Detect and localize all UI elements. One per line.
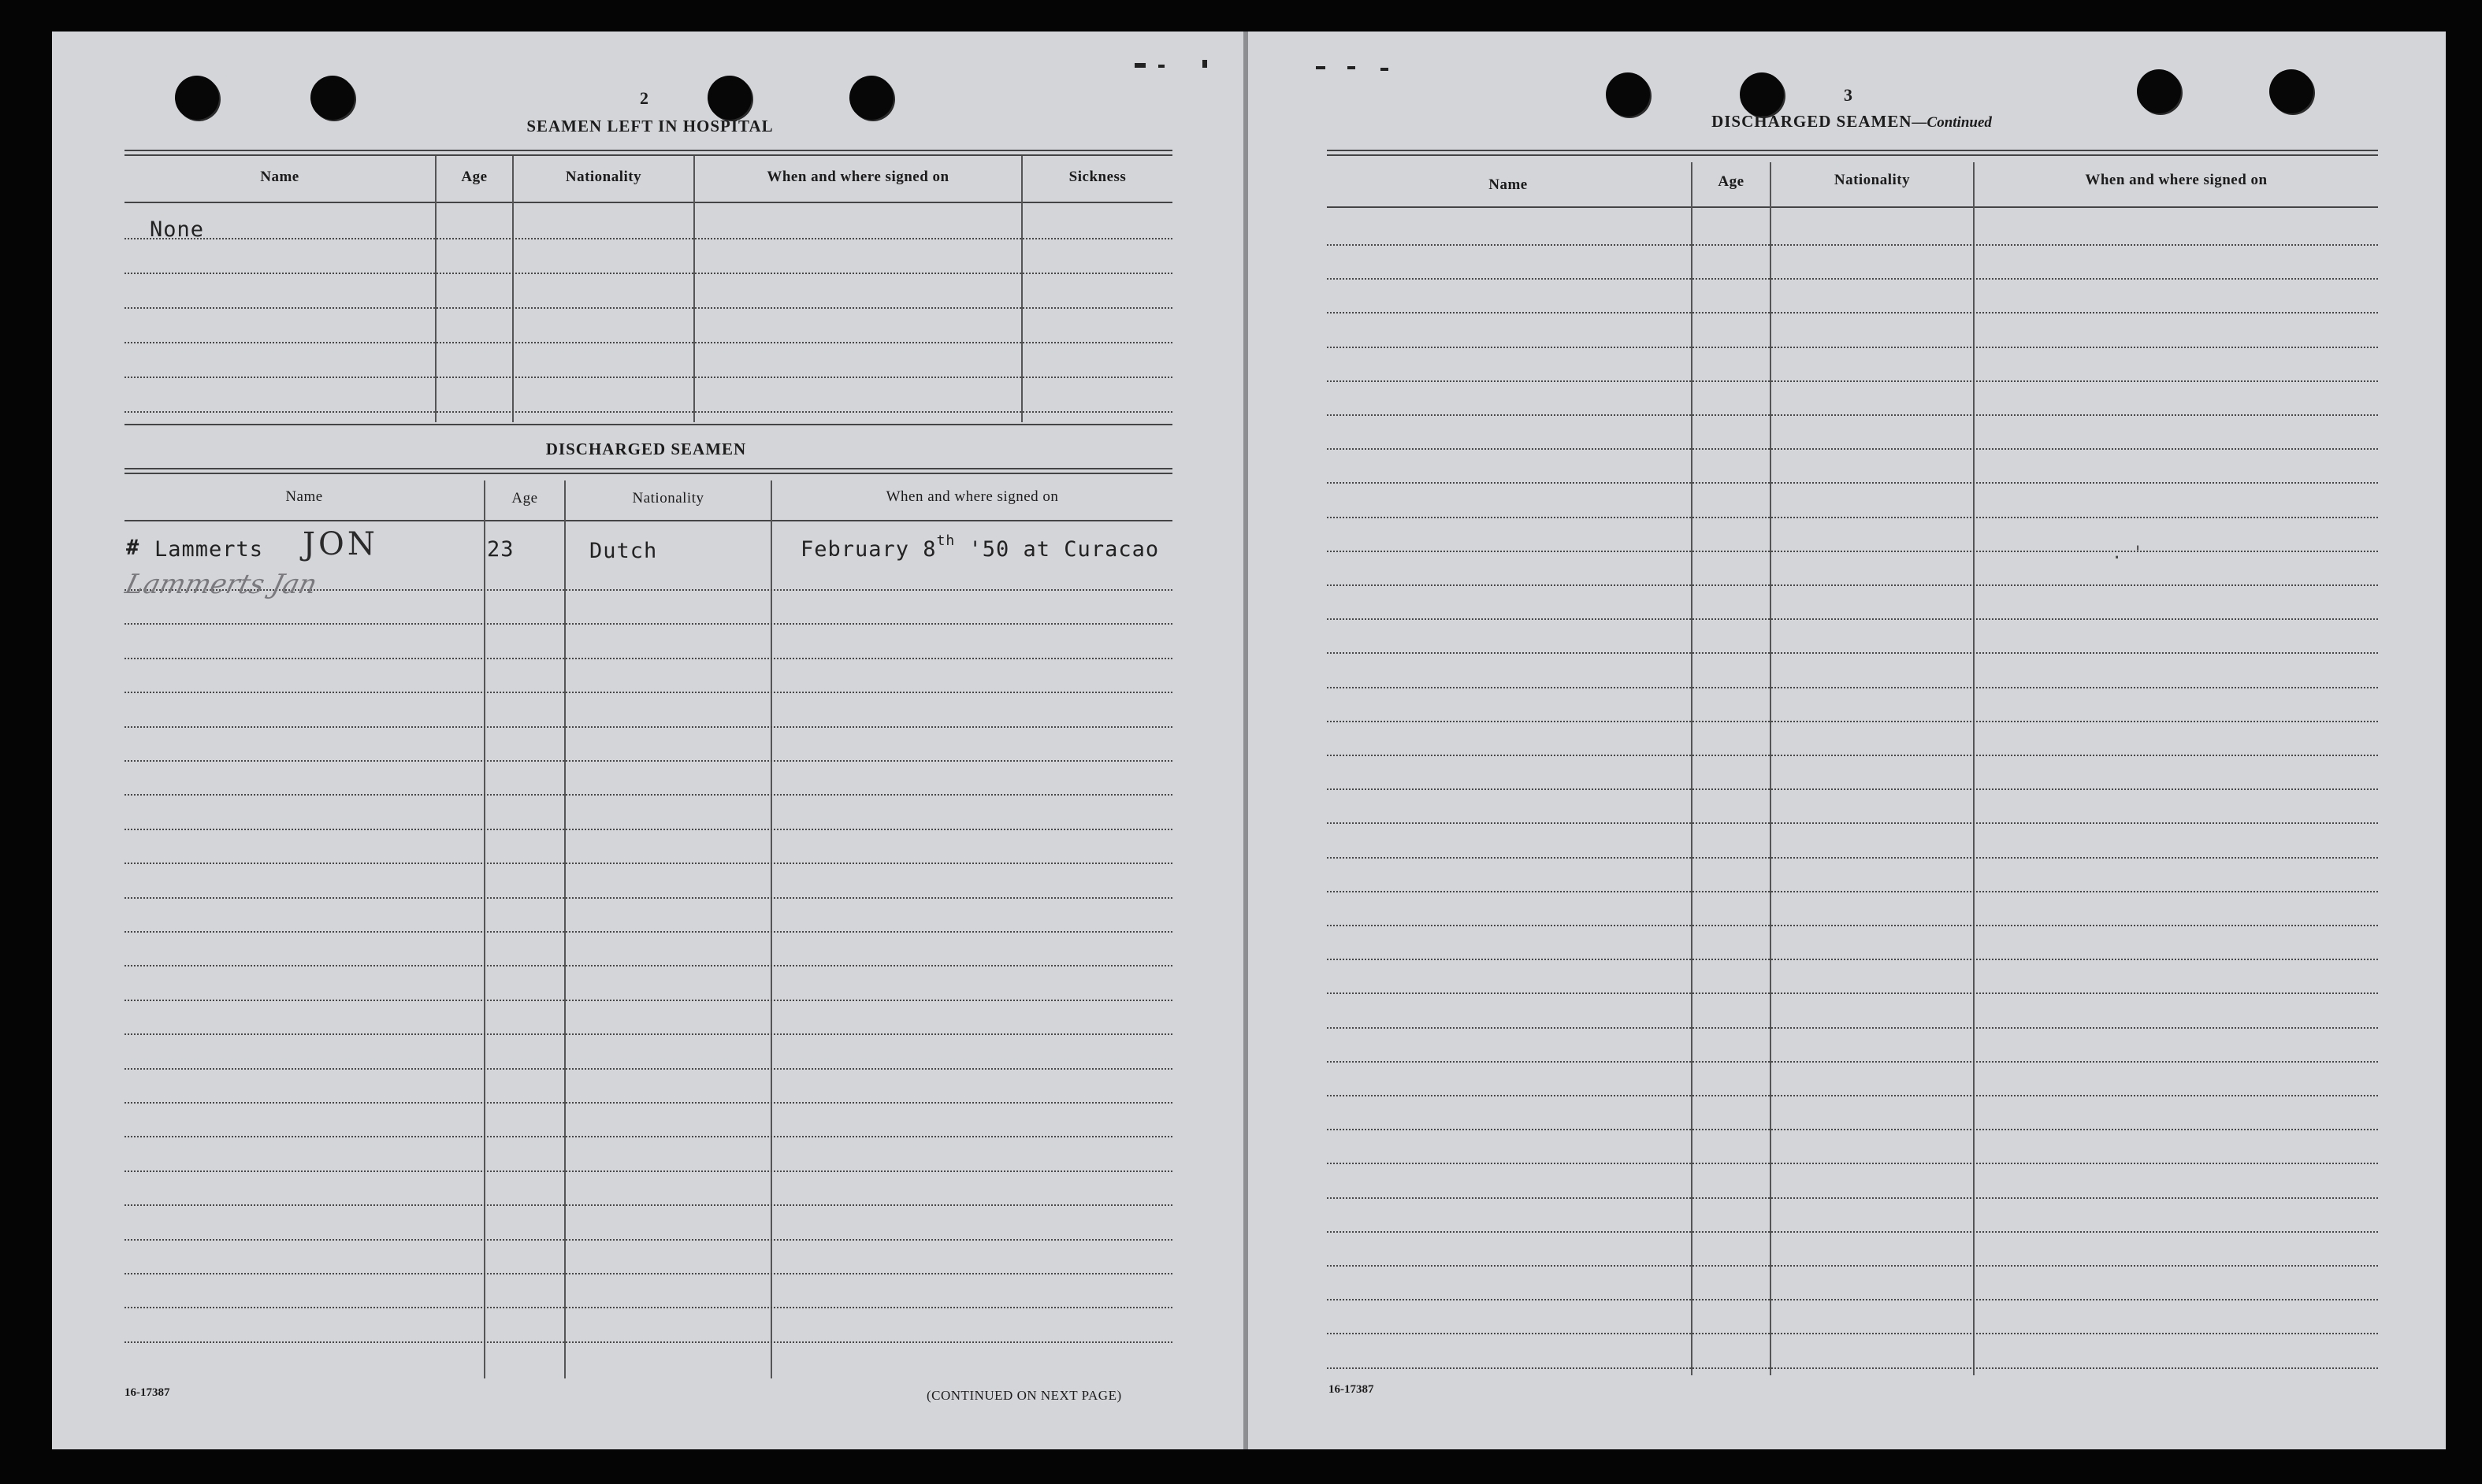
- row-rule: [1327, 1095, 2378, 1096]
- continued-suffix: —Continued: [1912, 114, 1992, 131]
- row-rule: [124, 342, 1172, 343]
- rule: [124, 473, 1172, 474]
- row-rule: [124, 411, 1172, 413]
- row-rule: [124, 1102, 1172, 1104]
- row-rule: [124, 307, 1172, 309]
- ink-smudge: . ': [2112, 544, 2143, 563]
- column-divider: [1973, 162, 1975, 1375]
- column-divider: [771, 480, 772, 1378]
- row-rule: [124, 1033, 1172, 1035]
- row-rule: [1327, 788, 2378, 790]
- row-rule: [124, 965, 1172, 966]
- rule: [124, 468, 1172, 469]
- rule: [1327, 150, 2378, 151]
- rule: [124, 150, 1172, 151]
- punch-hole: [708, 76, 752, 120]
- column-divider: [1770, 162, 1771, 1375]
- row-rule: [1327, 1061, 2378, 1063]
- row-rule: [124, 794, 1172, 796]
- row-rule: [124, 760, 1172, 762]
- col-header-nationality: Nationality: [1834, 172, 1911, 188]
- row-rule: [1327, 1299, 2378, 1300]
- row-rule: [1327, 1333, 2378, 1334]
- stray-mark: [1202, 60, 1207, 68]
- column-divider: [435, 156, 437, 422]
- entry-signed-on-rest: '50 at Curacao: [968, 537, 1160, 562]
- row-rule: [1327, 1163, 2378, 1164]
- entry-nationality: Dutch: [589, 539, 658, 563]
- column-divider: [1691, 162, 1692, 1375]
- col-header-age: Age: [461, 169, 488, 185]
- form-number: 16-17387: [1328, 1383, 1374, 1396]
- col-header-name: Name: [260, 169, 299, 185]
- page-number: 2: [640, 88, 648, 108]
- row-rule: [1327, 551, 2378, 552]
- col-header-sickness: Sickness: [1068, 169, 1127, 185]
- row-rule: [124, 897, 1172, 899]
- punch-hole: [175, 76, 219, 120]
- entry-mark: #: [126, 536, 140, 560]
- row-rule: [1327, 1197, 2378, 1199]
- punch-hole: [2137, 69, 2181, 113]
- row-rule: [1327, 347, 2378, 348]
- page-number: 3: [1844, 85, 1852, 105]
- stray-mark: [1316, 66, 1325, 69]
- row-rule: [1327, 652, 2378, 654]
- continued-note: (CONTINUED ON NEXT PAGE): [927, 1388, 1122, 1403]
- column-divider: [1021, 156, 1023, 422]
- row-rule: [1327, 959, 2378, 960]
- row-rule: [1327, 687, 2378, 688]
- punch-hole: [2269, 69, 2313, 113]
- punch-hole: [1606, 72, 1650, 117]
- row-rule: [1327, 312, 2378, 313]
- row-rule: [124, 829, 1172, 830]
- row-rule: [124, 1171, 1172, 1172]
- row-rule: [1327, 448, 2378, 450]
- stray-mark: [1380, 68, 1388, 71]
- col-header-signed-on: When and where signed on: [767, 169, 949, 185]
- hospital-entry: None: [150, 217, 205, 242]
- rule: [124, 424, 1172, 425]
- row-rule: [124, 1341, 1172, 1343]
- col-header-signed-on: When and where signed on: [2085, 172, 2268, 188]
- row-rule: [124, 1000, 1172, 1001]
- row-rule: [124, 1273, 1172, 1274]
- row-rule: [1327, 721, 2378, 722]
- row-rule: [1327, 891, 2378, 892]
- row-rule: [1327, 244, 2378, 246]
- row-rule: [1327, 380, 2378, 382]
- row-rule: [1327, 1129, 2378, 1130]
- row-rule: [124, 931, 1172, 933]
- row-rule: [1327, 1231, 2378, 1233]
- col-header-age: Age: [1718, 173, 1744, 190]
- row-rule: [124, 658, 1172, 659]
- punch-hole: [310, 76, 355, 120]
- row-rule: [1327, 1027, 2378, 1029]
- discharged-continued-title: [1686, 112, 2017, 132]
- rule: [1327, 154, 2378, 156]
- row-rule: [124, 863, 1172, 864]
- row-rule: [1327, 618, 2378, 620]
- row-rule: [1327, 1265, 2378, 1267]
- row-rule: [1327, 482, 2378, 484]
- col-header-name: Name: [285, 488, 323, 505]
- header-rule: [124, 202, 1172, 203]
- row-rule: [124, 1068, 1172, 1070]
- page-fold: [1243, 32, 1248, 1449]
- entry-signature: Lammerts Jan: [122, 569, 321, 600]
- row-rule: [1327, 1367, 2378, 1369]
- row-rule: [124, 273, 1172, 274]
- col-header-signed-on: When and where signed on: [886, 488, 1059, 505]
- entry-signed-on-date: February 8: [801, 537, 937, 562]
- row-rule: [1327, 755, 2378, 756]
- column-divider: [693, 156, 695, 422]
- col-header-name: Name: [1488, 176, 1528, 193]
- row-rule: [1327, 857, 2378, 859]
- form-number: 16-17387: [124, 1386, 170, 1399]
- row-rule: [124, 692, 1172, 693]
- row-rule: [124, 1136, 1172, 1137]
- row-rule: [124, 623, 1172, 625]
- column-divider: [484, 480, 485, 1378]
- hospital-section-title: SEAMEN LEFT IN HOSPITAL: [526, 117, 774, 135]
- discharged-section-title: DISCHARGED SEAMEN: [545, 440, 747, 458]
- col-header-nationality: Nationality: [565, 169, 642, 185]
- entry-name: Lammerts: [154, 537, 264, 562]
- entry-signed-on-sup: th: [936, 532, 956, 549]
- row-rule: [124, 1239, 1172, 1241]
- row-rule: [1327, 414, 2378, 416]
- entry-handwritten-first-name: JON: [303, 526, 378, 562]
- header-rule: [1327, 206, 2378, 208]
- row-rule: [1327, 584, 2378, 586]
- stray-mark: [1347, 66, 1355, 69]
- row-rule: [1327, 992, 2378, 994]
- row-rule: [124, 377, 1172, 378]
- entry-signed-on: [801, 532, 1160, 562]
- row-rule: [124, 1204, 1172, 1206]
- row-rule: [1327, 278, 2378, 280]
- column-divider: [512, 156, 514, 422]
- entry-age: 23: [487, 537, 515, 562]
- discharged-continued-title-main: DISCHARGED SEAMEN: [1711, 112, 1912, 131]
- row-rule: [1327, 822, 2378, 824]
- row-rule: [124, 726, 1172, 728]
- rule: [124, 154, 1172, 156]
- col-header-nationality: Nationality: [632, 490, 704, 506]
- row-rule: [1327, 517, 2378, 518]
- punch-hole: [1740, 72, 1784, 117]
- row-rule: [124, 238, 1172, 239]
- left-page: [52, 32, 1247, 1449]
- stray-mark: [1158, 65, 1165, 68]
- punch-hole: [849, 76, 894, 120]
- stray-mark: [1135, 63, 1146, 68]
- row-rule: [1327, 925, 2378, 926]
- column-divider: [564, 480, 566, 1378]
- row-rule: [124, 1307, 1172, 1308]
- header-rule: [124, 520, 1172, 521]
- col-header-age: Age: [511, 490, 538, 506]
